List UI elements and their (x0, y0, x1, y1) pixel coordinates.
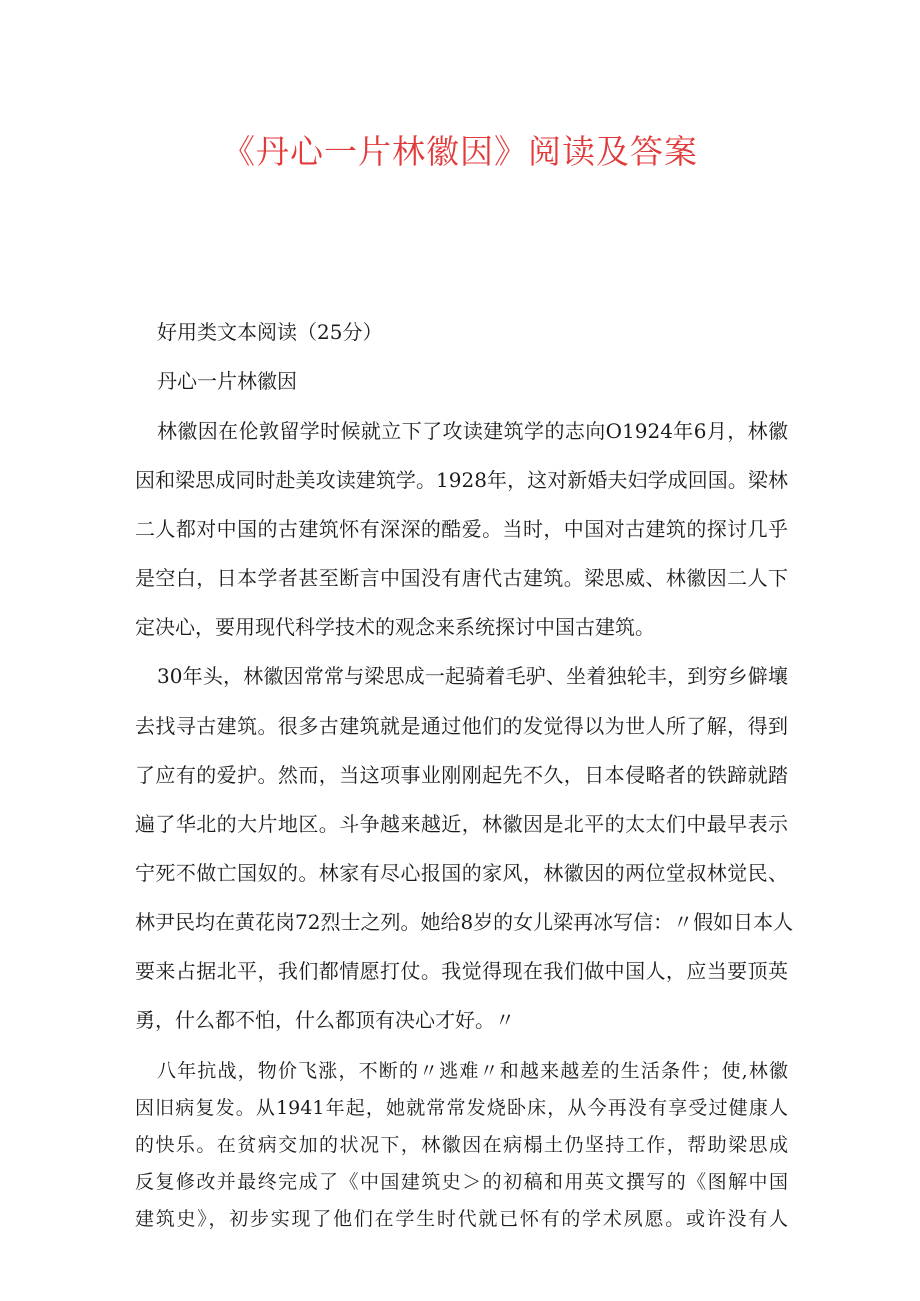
paragraph-1-line-2: 因和梁思成同时赴美攻读建筑学。1928年，这对新婚夫妇学成回国。梁林 (135, 468, 788, 492)
paragraph-2-line-8: 勇，什么都不怕，什么都顶有决心才好。〃 (135, 1008, 515, 1032)
paragraph-1-line-3: 二人都对中国的古建筑怀有深深的酷爱。当时，中国对古建筑的探讨几乎 (135, 517, 788, 541)
paragraph-3-line-5: 建筑史》，初步实现了他们在学生时代就已怀有的学术夙愿。或许没有人 (135, 1208, 788, 1230)
document-title: 《丹心一片林徽因》阅读及答案 (222, 132, 698, 171)
paragraph-2-line-2: 去找寻古建筑。很多古建筑就是通过他们的发觉得以为世人所了解，得到 (135, 714, 788, 738)
paragraph-2-line-4: 遍了华北的大片地区。斗争越来越近，林徽因是北平的太太们中最早表示 (135, 812, 788, 836)
paragraph-3-line-2: 因旧病复发。从1941年起，她就常常发烧卧床，从今再没有享受过健康人 (135, 1097, 788, 1119)
paragraph-2-line-5: 宁死不做亡国奴的。林家有尽心报国的家风，林徽因的两位堂叔林觉民、 (135, 861, 788, 885)
paragraph-1-line-4: 是空白，日本学者甚至断言中国没有唐代古建筑。梁思威、林徽因二人下 (135, 566, 788, 590)
paragraph-3-line-4: 反复修改并最终完成了《中国建筑史＞的初稿和用英文撰写的《图解中国 (135, 1171, 788, 1193)
paragraph-3-line-1: 八年抗战，物价飞涨，不断的〃逃难〃和越来越差的生活条件；使,林徽 (157, 1060, 788, 1082)
paragraph-2-line-1: 30年头，林徽因常常与梁思成一起骑着毛驴、坐着独轮丰，到穷乡僻壤 (157, 664, 788, 688)
paragraph-2-line-6: 林尹民均在黄花岗72烈士之列。她给8岁的女儿梁再冰写信：〃假如日本人 (135, 910, 794, 934)
section-heading: 好用类文本阅读（25分） (157, 320, 383, 344)
paragraph-3-line-3: 的快乐。在贫病交加的状况下，林徽因在病榻土仍坚持工作，帮助梁思成 (135, 1134, 788, 1156)
paragraph-2-line-3: 了应有的爱护。然而，当这项事业刚刚起先不久，日本侵略者的铁蹄就踏 (135, 763, 788, 787)
paragraph-2-line-7: 要来占据北平，我们都情愿打仗。我觉得现在我们做中国人，应当要顶英 (135, 959, 788, 983)
article-title: 丹心一片林徽因 (157, 369, 297, 393)
paragraph-1-line-1: 林徽因在伦敦留学时候就立下了攻读建筑学的志向O1924年6月，林徽 (157, 419, 788, 443)
paragraph-1-line-5: 定决心，要用现代科学技术的观念来系统探讨中国古建筑。 (135, 615, 655, 639)
